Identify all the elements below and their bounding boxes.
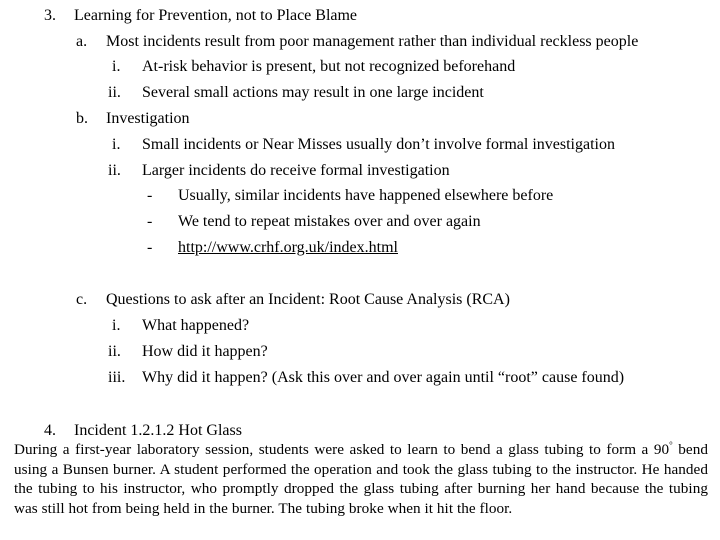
outline-item-3b-i xyxy=(112,135,615,155)
outline-item-3a-ii xyxy=(108,83,484,103)
dash-item-1 xyxy=(147,186,554,206)
outline-item-3c xyxy=(76,290,510,310)
item-roman: ii. xyxy=(108,84,121,101)
item-letter: a. xyxy=(76,33,88,50)
item-text: Incident 1.2.1.2 Hot Glass xyxy=(74,422,242,439)
item-roman: i. xyxy=(112,136,121,153)
outline-item-3b xyxy=(76,109,190,129)
outline-item-3a-i xyxy=(112,57,516,77)
dash-item-3 xyxy=(147,238,398,258)
item-text: Several small actions may result in one large incident xyxy=(142,84,484,101)
incident-text-start: During a first-year laboratory session, students were asked to learn to bend a glass tubing to form a 90 xyxy=(14,441,670,458)
incident-text-end: bend using a Bunsen burner. A student performed the operation and took the glass tubing to the instructor. He handed the tubing to his instructor, who promptly dropped the glass tubing after burning her hand because the tubing was still hot from being held in the burner. The tubing broke when it hit the floor. xyxy=(14,441,708,517)
item-text: Learning for Prevention, not to Place Blame xyxy=(74,7,358,24)
outline-item-3c-iii xyxy=(108,368,625,388)
item-roman: ii. xyxy=(108,343,121,360)
item-roman: ii. xyxy=(108,162,121,179)
item-text: Usually, similar incidents have happened elsewhere before xyxy=(178,187,554,204)
outline-item-3 xyxy=(44,6,358,26)
outline-item-4 xyxy=(44,421,242,441)
item-text: Questions to ask after an Incident: Root Cause Analysis (RCA) xyxy=(106,291,510,308)
item-text: What happened? xyxy=(142,317,250,334)
item-letter: c. xyxy=(76,291,88,308)
outline-item-3b-ii xyxy=(108,161,450,181)
item-text: Why did it happen? (Ask this over and over again until “root” cause found) xyxy=(142,369,625,386)
dash-item-2 xyxy=(147,212,481,232)
outline-item-3a xyxy=(76,32,639,52)
reference-link[interactable]: http://www.crhf.org.uk/index.html xyxy=(178,239,398,256)
item-number: 4. xyxy=(44,422,56,439)
item-number: 3. xyxy=(44,7,56,24)
item-text: Larger incidents do receive formal investigation xyxy=(142,162,450,179)
degree-mark: ° xyxy=(669,439,673,450)
item-text: Investigation xyxy=(106,110,190,127)
item-text: We tend to repeat mistakes over and over again xyxy=(178,213,481,230)
item-text: Small incidents or Near Misses usually don’t involve formal investigation xyxy=(142,136,615,153)
item-roman: i. xyxy=(112,317,121,334)
outline-item-3c-i xyxy=(112,316,250,336)
incident-description xyxy=(14,440,708,518)
outline-item-3c-ii xyxy=(108,342,268,362)
item-text: Most incidents result from poor management rather than individual reckless people xyxy=(106,33,639,50)
item-roman: i. xyxy=(112,58,121,75)
dash-bullet: - xyxy=(147,187,153,204)
item-letter: b. xyxy=(76,110,88,127)
item-roman: iii. xyxy=(108,369,126,386)
dash-bullet: - xyxy=(147,239,153,256)
item-text: At-risk behavior is present, but not recognized beforehand xyxy=(142,58,516,75)
dash-bullet: - xyxy=(147,213,153,230)
item-text: How did it happen? xyxy=(142,343,268,360)
